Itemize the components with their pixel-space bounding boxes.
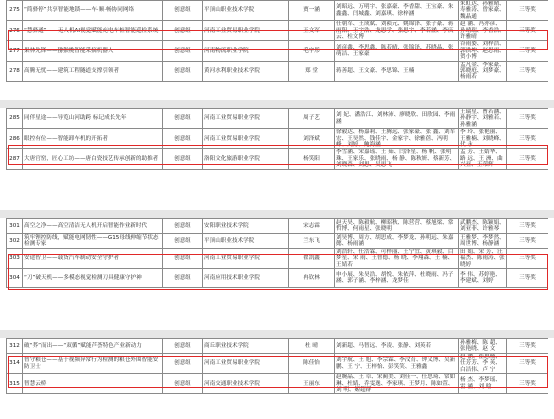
cell-teachers: 谷雨姿、刘梓浩、郭洪坤、赵思雨、贺小博 xyxy=(460,41,505,61)
cell-leader: 翟凯鑫 xyxy=(289,249,335,269)
cell-project-title: 智慧云桥 xyxy=(23,374,163,394)
cell-teachers: 孟 芳、王婧华、路 远、王 洲、曲兴亚、王荣辉 xyxy=(459,149,507,169)
cell-leader: 宋志霖 xyxy=(289,219,335,234)
cell-category: 创意组 xyxy=(163,269,203,288)
cell-leader: 王文军 xyxy=(289,21,335,41)
cell-leader: 杨笑阳 xyxy=(289,149,335,169)
cell-leader: 陈佳怡 xyxy=(289,354,335,374)
cell-teachers: 杨 杰、李梦瑶、雷 涵、刘 晗 xyxy=(459,374,507,394)
cell-school: 河南工业贸易职业学院 xyxy=(203,109,289,129)
cell-number: 315 xyxy=(7,374,23,394)
cell-teachers: 王雅梦、李梦然、周世博、杨静涵 xyxy=(460,234,505,247)
table-section-2 xyxy=(6,108,548,170)
cell-school: 平顶山职业技术学院 xyxy=(203,1,289,21)
cell-category: 创意组 xyxy=(163,354,203,374)
cell-category: 创意组 xyxy=(163,234,203,249)
cell-project-title: 筑牢锂控防线，赋能电网韧性——G15母线伸缩节状态检测专家 xyxy=(23,234,163,249)
cell-category: 创意组 xyxy=(163,219,203,234)
cell-leader: 杜 晴 xyxy=(289,339,335,354)
cell-number: 275 xyxy=(7,1,23,21)
cell-project-title: 眼控有位——智能卸车机的开拓者 xyxy=(23,129,163,149)
cell-teachers: 李 玲、张艳丽、王雅楠、刘晓峰、代 永 xyxy=(460,129,505,149)
cell-category: 创意组 xyxy=(163,1,203,21)
cell-category: 创意组 xyxy=(163,109,203,129)
cell-prize: 三等奖 xyxy=(507,269,549,288)
section-gap xyxy=(0,330,554,338)
cell-project-title: 智守粮仓——基于视频异常行为检测的粮仓外围智能安防卫士 xyxy=(23,354,163,374)
cell-category: 创意组 xyxy=(163,21,203,41)
award-table xyxy=(6,108,548,170)
table-row xyxy=(7,339,549,354)
cell-category: 创意组 xyxy=(163,149,203,169)
cell-project-title: 大唐官窑，匠心工坊——唐白瓷技艺传承创新的助推者 xyxy=(23,149,163,169)
cell-category: 创意组 xyxy=(163,61,203,81)
cell-school: 河南应用技术职业学院 xyxy=(203,269,289,288)
cell-teachers: 王瑞星、曹若涵、孙静宇、刘雅若、孙雅涵 xyxy=(460,109,505,128)
cell-category: 创意组 xyxy=(163,41,203,61)
cell-school: 河南工业贸易职业学院 xyxy=(203,21,289,41)
cell-leader: 王丽东 xyxy=(289,374,335,394)
cell-leader: 郑 堂 xyxy=(289,61,335,81)
cell-category: 创意组 xyxy=(163,339,203,354)
cell-project-title: 高空之净——高空清洁无人机开启智能作业新时代 xyxy=(23,219,163,234)
cell-teachers: 赵 涵、崔思楠、任芳芳、李 英、白洁伟、卢 宁 xyxy=(459,354,507,374)
table-section-4 xyxy=(6,338,548,394)
cell-leader: 毛宇彤 xyxy=(289,41,335,61)
cell-project-title: 安途智卫——载货汽车制动安全守护者 xyxy=(23,249,163,269)
cell-members: 刘 妃、潘浩江、刘林沛、廖晓欣、田欣园、李雨涵 xyxy=(335,109,459,129)
cell-prize: 三等奖 xyxy=(507,129,549,149)
cell-school: 商丘职业技术学院 xyxy=(203,339,289,354)
cell-school: 河南工业贸易职业学院 xyxy=(203,354,289,374)
cell-leader: 周子艺 xyxy=(289,109,335,129)
cell-prize: 三等奖 xyxy=(507,234,549,249)
cell-number: 314 xyxy=(7,354,23,374)
cell-prize: 三等奖 xyxy=(507,41,549,61)
table-row xyxy=(7,149,549,169)
cell-members: 赵天昊、陈毅航、柳昭秋、陈营营、蔡旭梁、常哲博、何雨星、张晓明 xyxy=(335,219,459,234)
cell-prize: 三等奖 xyxy=(507,1,549,21)
cell-school: 平顶山职业技术学院 xyxy=(203,234,289,249)
cell-prize: 三等奖 xyxy=(507,61,549,81)
cell-teachers: 孟凡金、李家豪、郭晓庭、刘梦豪、杨雨若 xyxy=(460,61,505,81)
table-row xyxy=(7,129,549,149)
cell-members: 刘昭远、万明宇、张嘉豪、李香甜、王宝豪、朱鑫鑫、闫城鑫、刘嘉琪、徐梓涵 xyxy=(335,1,459,21)
cell-prize: 三等奖 xyxy=(507,339,549,354)
table-row xyxy=(7,269,549,288)
table-row xyxy=(7,1,549,21)
table-section-1 xyxy=(6,0,548,82)
cell-prize: 三等奖 xyxy=(507,354,549,374)
section-gap xyxy=(0,210,554,218)
section-gap xyxy=(0,100,554,108)
cell-number: 278 xyxy=(7,61,23,81)
table-row xyxy=(7,354,549,374)
cell-project-title: 破“荞”而出——“双循”赋能芦荟特色产业新动力 xyxy=(23,339,163,354)
cell-leader: 兰东飞 xyxy=(289,234,335,249)
cell-project-title: 高腾无忧——建筑工程隧道支撑引领者 xyxy=(23,61,163,81)
cell-teachers: 赵 涵、冯亦彦、孙晴瑞、李香浩、许雅晴 xyxy=(460,21,505,41)
cell-school: 黄河水利职业技术学院 xyxy=(203,61,289,81)
cell-prize: 三等奖 xyxy=(507,374,549,394)
cell-number: 304 xyxy=(7,269,23,288)
cell-teachers: 李 伟、苏婷艳、李建斌、刘婷 xyxy=(459,269,507,288)
cell-teachers: 朱虹达、孙雅晴、寿雅涛、曾家豪、魏晶通 xyxy=(460,1,505,20)
table-row xyxy=(7,219,549,234)
cell-project-title: 果林先锋——猕猴桃智能采摘机器人 xyxy=(23,41,163,61)
cell-prize: 三等奖 xyxy=(507,149,549,169)
table-row xyxy=(7,249,549,269)
cell-school: 河南工业贸易职业学院 xyxy=(203,249,289,269)
cell-number: 303 xyxy=(7,249,23,269)
cell-number: 312 xyxy=(7,339,23,354)
cell-prize: 三等奖 xyxy=(507,109,549,129)
cell-leader: 刘泽斌 xyxy=(289,129,335,149)
cell-number: 302 xyxy=(7,234,23,249)
cell-school: 洛阳文化旅游职业学院 xyxy=(203,149,289,169)
cell-school: 安阳职业技术学院 xyxy=(203,219,289,234)
cell-school: 河南物流职业学院 xyxy=(203,41,289,61)
cell-members: 刘宇航、王 旭、李宗霖、李汶育、钟义博、吴新鹏、王 宁、王梓怡、彭笑笑、王雅鑫 xyxy=(335,354,459,374)
cell-prize: 三等奖 xyxy=(507,21,549,41)
award-table xyxy=(6,338,548,394)
cell-number: 301 xyxy=(7,219,23,234)
cell-number: 286 xyxy=(7,129,23,149)
cell-leader: 冉钦林 xyxy=(289,269,335,288)
cell-number: 285 xyxy=(7,109,23,129)
cell-category: 创意组 xyxy=(163,374,203,394)
award-table xyxy=(6,0,548,82)
cell-members: 徐毅达、杨嘉莉、王腾远、张家豪、张 鑫、刘军宏、王昊然、钱佳宇、金家宇、徐雅蓓、冯明峰、刘婷、鲍海涵 xyxy=(335,129,459,149)
cell-category: 创意组 xyxy=(163,249,203,269)
cell-members: 蒋善超、王文豪、李思锦、王楠 xyxy=(335,61,459,81)
cell-school: 河南交通职业技术学院 xyxy=(203,374,289,394)
cell-members: 刘彦鑫、李思鑫、陈若晴、张锦泽、苏晓晶、张萌洁、王家豪 xyxy=(335,41,459,61)
cell-members: 刘新超、马智远、李凌、张静、刘英若 xyxy=(335,339,459,354)
award-table xyxy=(6,218,548,288)
cell-members: 申小展、朱昊浩、胡悦、朱依萍、杜晓雨、冯子涵、郭子涵、李梓涵、龙梦佳 xyxy=(335,269,459,288)
cell-project-title: “简驿停”共享智能地锁——车·顺·畅协同网络 xyxy=(23,1,163,21)
cell-teachers: 孙雅梅、陈 超、张艳晓、赵 文 xyxy=(459,339,507,354)
cell-number: 287 xyxy=(7,149,23,169)
table-row xyxy=(7,109,549,129)
cell-prize: 三等奖 xyxy=(507,249,549,269)
cell-school: 河南工业贸易职业学院 xyxy=(203,129,289,149)
cell-number: 277 xyxy=(7,41,23,61)
cell-members: 赵婉晶、王 卓、宋蔺美、刘佳一、任思琦、常如琳、杜婧、乔雯逸、李家琪、王梦月、陈如萱、刘 明、姬超群 xyxy=(335,374,459,394)
table-row xyxy=(7,61,549,81)
cell-members: 李雪涵、宋嘉瑶、王 茹、闫泽星、杨 帆、张明珠、王家乐、张晓雨、杨 静、陈秋妍、蔡新芳、刘晓森、刘思、吴思飞 xyxy=(335,149,459,169)
cell-project-title: “慧驿通”——无人机AI视觉赋能充电车桩智能巡检系统 xyxy=(23,21,163,41)
cell-members: 刘浩轩、任浩霖、可梓丽、王宁宜、黄琪毅、白梦星、宋 雨、王智德、杨 晓、李翔森、王 楠、王婧若 xyxy=(335,249,459,269)
cell-category: 创意组 xyxy=(163,129,203,149)
cell-leader: 贾一涵 xyxy=(289,1,335,21)
cell-project-title: “刀”破天机——多模态视觉检测刀具健康守护神 xyxy=(23,269,163,288)
cell-members: 刘昊博、周方、胡思成、李梦龙、孙明远、朱嘉懿、杨雨涵 xyxy=(335,234,459,249)
cell-teachers: 田 娟、宋 芳、汪福杰、陈雨涛、张晓婷 xyxy=(460,249,505,268)
table-row xyxy=(7,41,549,61)
cell-prize: 三等奖 xyxy=(507,219,549,234)
table-row xyxy=(7,374,549,394)
cell-members: 任朝军、王成斌、刘祯元、姚锦泽、张子豪、蒋雨阳、王宇浩、龙思学、张思宇、李若涵、李庆云、柱文博 xyxy=(335,21,459,41)
cell-teachers: 武鹏杰、陈颖娟、刘亚菲、许雅琴 xyxy=(460,219,505,232)
table-row xyxy=(7,234,549,249)
table-section-3 xyxy=(6,218,548,288)
table-row xyxy=(7,21,549,41)
cell-number: 276 xyxy=(7,21,23,41)
cell-project-title: 同伴星途——导览山河助跨 标记成长先年 xyxy=(23,109,163,129)
